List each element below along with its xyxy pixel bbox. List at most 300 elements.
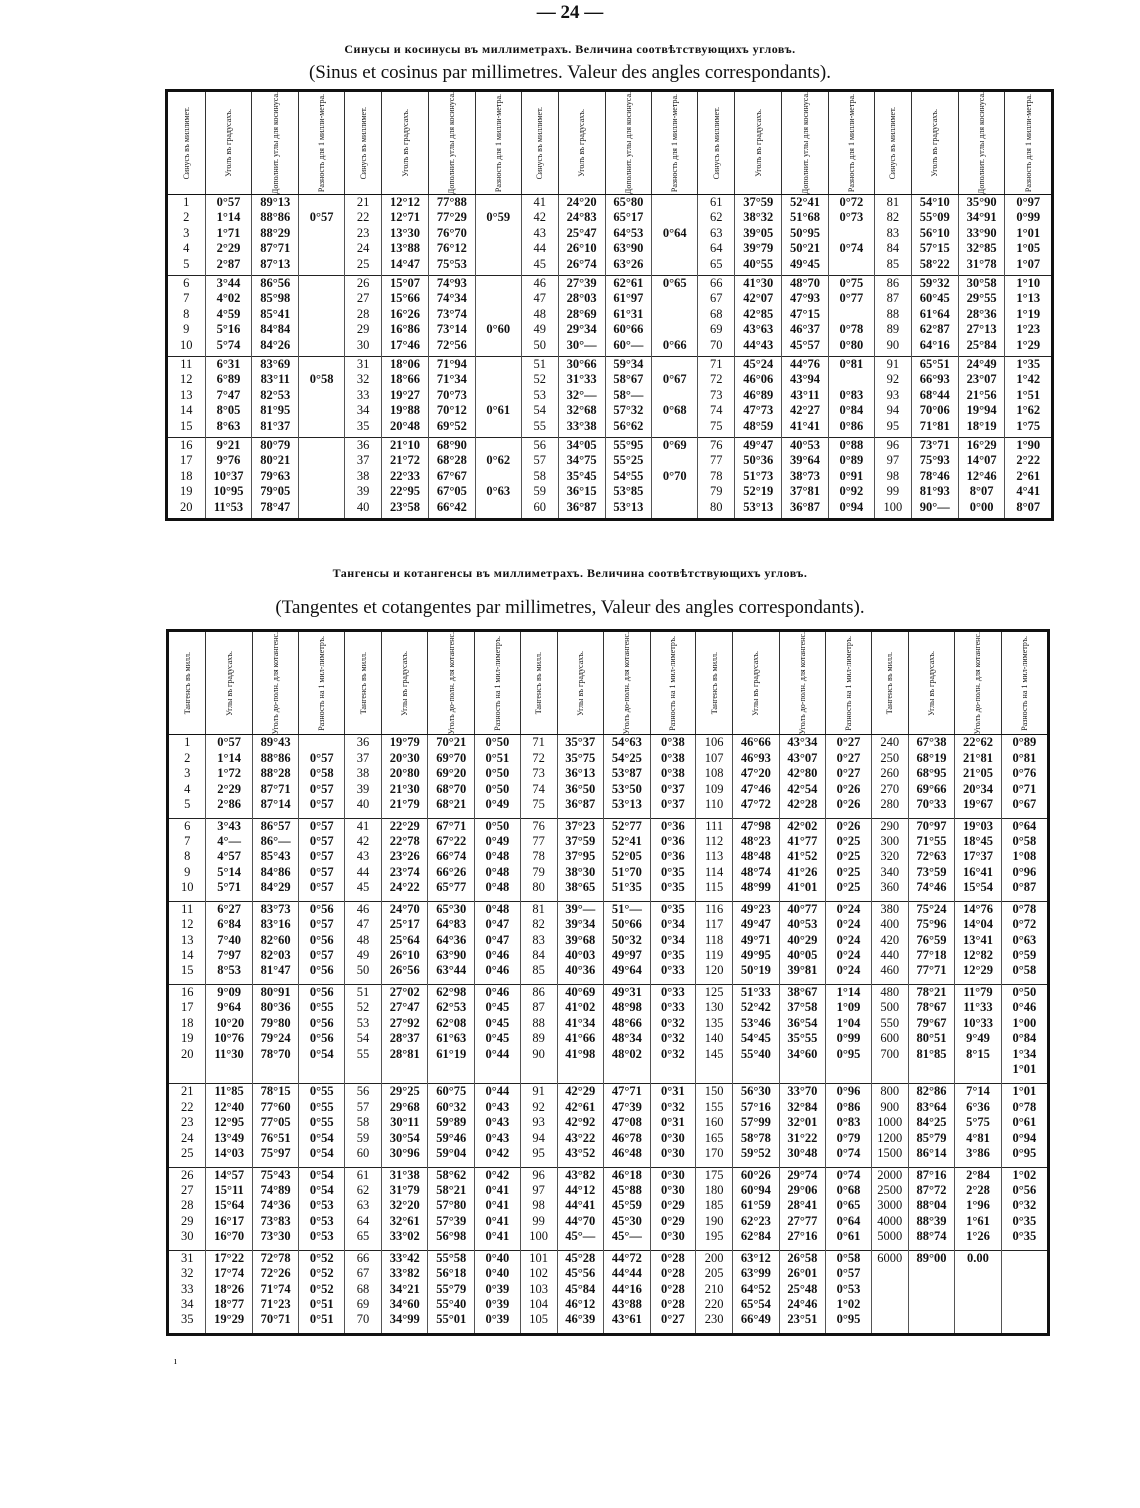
table1-cell: 35°90 34°91 33°90 32°85 31°78 [958,195,1005,276]
table2-cell: 86 87 88 89 90 [520,984,557,1084]
tangent-cotangent-table [166,629,1050,1336]
table2-cell: 39°— 39°34 39°68 40°03 40°36 [557,901,604,984]
table1-cell: 66 67 68 69 70 [698,276,735,357]
table2-cell: 0°57 0°58 0°57 0°57 [299,735,345,818]
table2-cell: 33°42 33°82 34°21 34°60 34°99 [381,1250,428,1333]
sine-cosine-table [165,89,1054,521]
table1-header-cell [652,92,698,195]
table2-cell: 0°58 0°57 0°53 1°02 0°95 [826,1250,872,1333]
table1-header-label: Уголъ въ градусахъ. [577,109,587,177]
table2-cell: 125 130 135 140 145 [696,984,733,1084]
table2-cell: 29°25 29°68 30°11 30°54 30°96 [381,1084,428,1167]
table2-cell: 11 12 13 14 15 [169,901,206,984]
table2-cell: 46 47 48 49 50 [345,901,382,984]
table2-header-cell [520,632,557,735]
table2-header-cell [381,632,428,735]
table2-cell: 37°23 37°59 37°95 38°30 38°65 [557,818,604,901]
table2-cell: 71 72 73 74 75 [520,735,557,818]
table2-cell: 46°66 46°93 47°20 47°46 47°72 [733,735,780,818]
table1-cell: 0°57 [299,195,345,276]
table2-cell: 6 7 8 9 10 [169,818,206,901]
table2-header-cell [779,632,826,735]
table1-cell: 91 92 93 94 95 [874,357,911,438]
table1-header-cell [874,92,911,195]
table1-cell: 16°29 14°07 12°46 8°07 0°00 [958,438,1005,518]
table2-cell: 82°86 83°64 84°25 85°79 86°14 [908,1084,955,1167]
table2-cell: 78°15 77°60 77°05 76°51 75°97 [252,1084,299,1167]
table2-row-block [169,984,1047,1084]
table2-cell: 81 82 83 84 85 [520,901,557,984]
table2-header-label: Углы въ градусахъ. [224,650,234,716]
table2-cell: 0°56 0°57 0°56 0°57 0°56 [299,901,345,984]
table1-cell: 21°10 21°72 22°33 22°95 23°58 [382,438,429,518]
table1-cell: 6 7 8 9 10 [168,276,205,357]
table1-cell: 44°76 43°94 43°11 42°27 41°41 [782,357,829,438]
table1-row-block [168,195,1051,276]
table2-cell: 0°55 0°55 0°55 0°54 0°54 [299,1084,345,1167]
table1-cell: 73°71 75°93 78°46 81°93 90°— [911,438,958,518]
table1-cell: 80°79 80°21 79°63 79°05 78°47 [252,438,299,518]
table2-header-cell [955,632,1002,735]
table1-header-label: Синусъ въ миллимет. [181,106,191,180]
table2-cell: 67°38 68°19 68°95 69°66 70°33 [908,735,955,818]
table1-header-label: Дополнит. углы для косинуса. [270,92,280,195]
table1-cell: 12°12 12°71 13°30 13°88 14°47 [382,195,429,276]
table1-cell: 96 97 98 99 100 [874,438,911,518]
table1-cell: 61 62 63 64 65 [698,195,735,276]
table2-cell: 83°73 83°16 82°60 82°03 81°47 [252,901,299,984]
table2-cell: 0°38 0°38 0°38 0°37 0°37 [650,735,696,818]
table2-cell: 22°29 22°78 23°26 23°74 24°22 [381,818,428,901]
table2-cell: 36 37 38 39 40 [345,735,382,818]
table1-cell: 0°57 1°14 1°71 2°29 2°87 [205,195,252,276]
table2-cell: 2000 2500 3000 4000 5000 [871,1167,908,1250]
table2-header-label: Разность на 1 мил-лиметръ. [843,635,853,731]
table2-cell: 9°09 9°64 10°20 10°76 11°30 [206,984,253,1084]
table2-cell: 62°98 62°53 62°08 61°63 61°19 [428,984,475,1084]
table1-header-label: Дополнит. углы для косинуса. [447,92,457,195]
table2-row-block [169,901,1047,984]
table2-cell: 33°70 32°84 32°01 31°22 30°48 [779,1084,826,1167]
table2-cell: 43°34 43°07 42°80 42°54 42°28 [779,735,826,818]
table2-header-cell [299,632,345,735]
table2-header-cell [557,632,604,735]
table2-cell: 0°30 0°30 0°29 0°29 0°30 [650,1167,696,1250]
table2-title-fr: (Tangentes et cotangentes par millimetres, Valeur des angles correspondants). [275,597,865,618]
table2-cell: 0.00 [955,1250,1002,1333]
table2-cell: 66 67 68 69 70 [345,1250,382,1333]
table1-cell: 40°53 39°64 38°73 37°81 36°87 [782,438,829,518]
table2-cell: 24°70 25°17 25°64 26°10 26°56 [381,901,428,984]
table2-cell: 72°78 72°26 71°74 71°23 70°71 [252,1250,299,1333]
table1-header-label: Дополнит. углы для косинуса. [977,92,987,195]
table2-cell: 290 300 320 340 360 [871,818,908,901]
table1-cell: 24°20 24°83 25°47 26°10 26°74 [558,195,605,276]
table1-cell: 34°05 34°75 35°45 36°15 36°87 [558,438,605,518]
table2-header-cell [206,632,253,735]
table2-header-label: Уголъ до-полн. для котангенс. [271,632,281,735]
table1-cell: 81 82 83 84 85 [874,195,911,276]
table2-cell: 1°02 0°56 0°32 0°35 0°35 [1001,1167,1047,1250]
table1-cell: 1°10 1°13 1°19 1°23 1°29 [1005,276,1051,357]
table2-cell: 0°27 0°27 0°27 0°26 0°26 [826,735,872,818]
table1-cell: 59°32 60°45 61°64 62°87 64°16 [911,276,958,357]
table1-cell: 1°90 2°22 2°61 4°41 8°07 [1005,438,1051,518]
table1-cell: 36 37 38 39 40 [345,438,382,518]
table2-cell: 40°69 41°02 41°34 41°66 41°98 [557,984,604,1084]
table1-header-label: Синусъ въ миллимет. [711,106,721,180]
table2-header-label: Тангенсъ въ милл. [885,652,895,715]
table2-cell [1001,1250,1047,1333]
table2-title-ru: Тангенсы и котангенсы въ миллиметрахъ. Величина соотвѣтствующихъ угловъ. [332,566,808,580]
table1-cell: 74°93 74°34 73°74 73°14 72°56 [428,276,475,357]
table1-cell: 30°66 31°33 32°— 32°68 33°38 [558,357,605,438]
table1-header-cell [382,92,429,195]
table1-cell: 59°34 58°67 58°— 57°32 56°62 [605,357,652,438]
table2-cell: 40°77 40°53 40°29 40°05 39°81 [779,901,826,984]
table2-cell: 51°33 52°42 53°46 54°45 55°40 [733,984,780,1084]
table2-cell: 111 112 113 114 115 [696,818,733,901]
table1-cell: 68°90 68°28 67°67 67°05 66°42 [428,438,475,518]
table1-cell: 76 77 78 79 80 [698,438,735,518]
table1-cell: 1 2 3 4 5 [183,195,190,271]
page-number: — 24 — [536,2,604,23]
table2-cell: 19°79 20°30 20°80 21°30 21°79 [381,735,428,818]
table2-header-cell [826,632,872,735]
table2-cell: 70°97 71°55 72°63 73°59 74°46 [908,818,955,901]
table2-cell: 14°57 15°11 15°64 16°17 16°70 [206,1167,253,1250]
table1-cell: 0°67 0°68 [652,357,698,438]
table2-cell: 52°77 52°41 52°05 51°70 51°35 [604,818,651,901]
table2-cell: 41 42 43 44 45 [345,818,382,901]
table2-cell: 16 17 18 19 20 [169,984,206,1084]
table2-cell: 101 102 103 104 105 [520,1250,557,1333]
table2-header-label: Разность на 1 мил-лиметръ. [668,635,678,731]
table2-cell: 17°22 17°74 18°26 18°77 19°29 [206,1250,253,1333]
table1-cell: 0°75 0°77 0°78 0°80 [828,276,874,357]
table2-cell: 78°21 78°67 79°67 80°51 81°85 [908,984,955,1084]
table1-header-cell [1005,92,1051,195]
table2-cell: 240 250 260 270 280 [871,735,908,818]
table2-cell: 6000 [871,1250,908,1333]
table1-header-cell [782,92,829,195]
table2-cell: 480 500 550 600 700 [871,984,908,1084]
table1-title-fr: (Sinus et cosinus par millimetres. Valeur des angles correspondants). [308,62,832,83]
print-mark: ı [174,1356,177,1367]
table2-cell: 63°12 63°99 64°52 65°54 66°49 [733,1250,780,1333]
table2-cell: 14°76 14°04 13°41 12°82 12°29 [955,901,1002,984]
table1-header-cell [735,92,782,195]
table2-cell: 60°75 60°32 59°89 59°46 59°04 [428,1084,475,1167]
table1-cell: 86 87 88 89 90 [874,276,911,357]
table2-cell: 106 107 108 109 110 [696,735,733,818]
table1-header-label: Дополнит. углы для косинуса. [800,92,810,195]
table1-cell: 51 52 53 54 55 [521,357,558,438]
table1-header-cell [958,92,1005,195]
table2-header-cell [345,632,382,735]
table2-header-cell [650,632,696,735]
table1-cell: 54°10 55°09 56°10 57°15 58°22 [911,195,958,276]
table1-cell: 49°47 50°36 51°73 52°19 53°13 [735,438,782,518]
table2-cell: 60°26 60°94 61°59 62°23 62°84 [733,1167,780,1250]
table1-cell: 62°61 61°97 61°31 60°66 60°— [605,276,652,357]
table2-header-label: Уголъ до-полн. для котангенс. [973,632,983,735]
table2-cell: 42°02 41°77 41°52 41°26 41°01 [779,818,826,901]
table2-cell: 0°50 0°46 1°00 0°84 1°34 1°01 [1001,984,1047,1084]
table2-cell: 0°50 0°49 0°48 0°48 0°48 [475,818,521,901]
table1-cell: 30°58 29°55 28°36 27°13 25°84 [958,276,1005,357]
table2-cell: 0°54 0°54 0°53 0°53 0°53 [299,1167,345,1250]
table2-cell: 0°44 0°43 0°43 0°43 0°42 [475,1084,521,1167]
table2-cell: 75°24 75°96 76°59 77°18 77°71 [908,901,955,984]
table2-cell: 800 900 1000 1200 1500 [871,1084,908,1167]
table1-cell: 65°80 65°17 64°53 63°90 63°26 [605,195,652,276]
table1-header-cell [345,92,382,195]
table2-cell: 42°29 42°61 42°92 43°22 43°52 [557,1084,604,1167]
table2-cell: 26 27 28 29 30 [169,1167,206,1250]
table2-cell: 75°43 74°89 74°36 73°83 73°30 [252,1167,299,1250]
table2-cell: 0°28 0°28 0°28 0°28 0°27 [650,1250,696,1333]
table2-cell: 200 205 210 220 230 [696,1250,733,1333]
table2-cell: 0°50 0°51 0°50 0°50 0°49 [475,735,521,818]
table1-cell: 0°59 [475,195,521,276]
table2-cell: 0°26 0°25 0°25 0°25 0°25 [826,818,872,901]
table2-cell: 0°48 0°47 0°47 0°46 0°46 [475,901,521,984]
table2-cell: 7°14 6°36 5°75 4°81 3°86 [955,1084,1002,1167]
table1-cell: 18°06 18°66 19°27 19°88 20°48 [382,357,429,438]
table2-cell: 175 180 185 190 195 [696,1167,733,1250]
table1-cell [299,276,345,357]
table2-cell: 29°74 29°06 28°41 27°77 27°16 [779,1167,826,1250]
table1-header-label: Дополнит. углы для косинуса. [623,92,633,195]
table2-cell: 0°40 0°40 0°39 0°39 0°39 [475,1250,521,1333]
table2-cell: 65°30 64°83 64°36 63°90 63°44 [428,901,475,984]
table2-header-label: Уголъ до-полн. для котангенс. [797,632,807,735]
table2-header-label: Углы въ градусахъ. [926,650,936,716]
table1-cell: 65°51 66°93 68°44 70°06 71°81 [911,357,958,438]
table2-row-block [169,1250,1047,1333]
table2-cell: 150 155 160 165 170 [696,1084,733,1167]
table1-row-block [168,276,1051,357]
table1-cell: 45°24 46°06 46°89 47°73 48°59 [735,357,782,438]
table2-cell: 44°72 44°44 44°16 43°88 43°61 [604,1250,651,1333]
table2-cell: 22°62 21°81 21°05 20°34 19°67 [955,735,1002,818]
table2-cell: 0°42 0°41 0°41 0°41 0°41 [475,1167,521,1250]
table2-cell: 0°31 0°32 0°31 0°30 0°30 [650,1084,696,1167]
table2-cell: 0°96 0°86 0°83 0°79 0°74 [826,1084,872,1167]
table1-cell: 0°81 0°83 0°84 0°86 [828,357,874,438]
table2-header-label: Углы въ градусахъ. [400,650,410,716]
table1-header-cell [605,92,652,195]
table2-cell: 96 97 98 99 100 [520,1167,557,1250]
table2-header-label: Тангенсъ въ милл. [534,652,544,715]
table2-cell: 19°03 18°45 17°37 16°41 15°54 [955,818,1002,901]
table1-header-label: Уголъ въ градусахъ. [400,109,410,177]
table1-header-label: Синусъ въ миллимет. [358,106,368,180]
table2-cell: 116 117 118 119 120 [696,901,733,984]
table2-cell: 11°79 11°33 10°33 9°49 8°15 [955,984,1002,1084]
table1-header-cell [299,92,345,195]
table1-cell: 0°62 0°63 [475,438,521,518]
table2-cell: 31 32 33 34 35 [169,1250,206,1333]
table2-cell: 6°27 6°84 7°40 7°97 8°53 [206,901,253,984]
table2-header-cell [908,632,955,735]
table2-cell: 0°52 0°52 0°52 0°51 0°51 [299,1250,345,1333]
table1-cell: 0°61 [475,357,521,438]
table1-cell: 21 22 23 24 25 [345,195,382,276]
table1-cell: 71°94 71°34 70°73 70°12 69°52 [428,357,475,438]
table2-cell: 61 62 63 64 65 [345,1167,382,1250]
table2-header-cell [428,632,475,735]
table1-cell: 0°64 [652,195,698,276]
table2-header-label: Углы въ градусахъ. [575,650,585,716]
table1-header-label: Разность для 1 милли-метра. [670,93,680,193]
table2-header-label: Тангенсъ въ милл. [709,652,719,715]
table1-header-cell [698,92,735,195]
table1-row-block [168,438,1051,518]
table1-cell: 9°21 9°76 10°37 10°95 11°53 [205,438,252,518]
table1-cell: 0°60 [475,276,521,357]
table1-cell: 41°30 42°07 42°85 43°63 44°43 [735,276,782,357]
table2-header-cell [475,632,521,735]
table2-header-cell [733,632,780,735]
table2-row-block [169,1084,1047,1167]
table2-header-label: Уголъ до-полн. для котангенс. [622,632,632,735]
table2-cell: 49°23 49°47 49°71 49°95 50°19 [733,901,780,984]
table1-header-cell [475,92,521,195]
table1-cell: 1°35 1°42 1°51 1°62 1°75 [1005,357,1051,438]
table2-header-cell [871,632,908,735]
table2-cell: 0°56 0°55 0°56 0°56 0°54 [299,984,345,1084]
table2-header-label: Разность на 1 мил-лиметръ. [1019,635,1029,731]
table2-row-block [169,1167,1047,1250]
table1-cell: 0°65 0°66 [652,276,698,357]
table1-cell: 52°41 51°68 50°95 50°21 49°45 [782,195,829,276]
table2-cell: 38°67 37°58 36°54 35°55 34°60 [779,984,826,1084]
table1-header-label: Разность для 1 милли-метра. [317,93,327,193]
table1-cell: 11 12 13 14 15 [168,357,205,438]
table2-cell: 35°37 35°75 36°13 36°50 36°87 [557,735,604,818]
table2-header-label: Углы въ градусахъ. [751,650,761,716]
table1-row-block [168,357,1051,438]
table2-cell: 51 52 53 54 55 [345,984,382,1084]
table1-cell: 0°72 0°73 0°74 [828,195,874,276]
table2-cell: 3°43 4°— 4°57 5°14 5°71 [206,818,253,901]
table1-header-label: Уголъ въ градусахъ. [223,109,233,177]
table2-cell: 0°64 0°58 1°08 0°96 0°87 [1001,818,1047,901]
table2-cell: 87°16 87°72 88°04 88°39 88°74 [908,1167,955,1250]
table1-header-cell [252,92,299,195]
table1-header-cell [911,92,958,195]
table2-cell: 1°14 1°09 1°04 0°99 0°95 [826,984,872,1084]
table1-cell: 83°69 83°11 82°53 81°95 81°37 [252,357,299,438]
table1-cell: 46 47 48 49 50 [521,276,558,357]
table2-cell: 56 57 58 59 60 [345,1084,382,1167]
table1-header-label: Разность для 1 милли-метра. [846,93,856,193]
table1-cell: 26 27 28 29 30 [345,276,382,357]
table2-cell: 89°43 88°86 88°28 87°71 87°14 [252,735,299,818]
table2-cell: 76 77 78 79 80 [520,818,557,901]
table2-cell: 0°36 0°36 0°36 0°35 0°35 [650,818,696,901]
table1-cell: 3°44 4°02 4°59 5°16 5°74 [205,276,252,357]
table1-cell: 6°31 6°89 7°47 8°05 8°63 [205,357,252,438]
table1-cell: 55°95 55°25 54°55 53°85 53°13 [605,438,652,518]
table1-header-cell [428,92,475,195]
table2-cell: 2°84 2°28 1°96 1°61 1°26 [955,1167,1002,1250]
table2-header-cell [1001,632,1047,735]
table1-header-cell [205,92,252,195]
table1-header-cell [828,92,874,195]
table2-cell: 0°35 0°34 0°34 0°35 0°33 [650,901,696,984]
table1-header-label: Синусъ въ миллимет. [888,106,898,180]
table2-cell: 51°— 50°66 50°32 49°97 49°64 [604,901,651,984]
table2-cell: 47°71 47°39 47°08 46°78 46°48 [604,1084,651,1167]
table2-cell: 89°00 [908,1250,955,1333]
table2-cell: 0°74 0°68 0°65 0°64 0°61 [826,1167,872,1250]
table1-cell: 48°70 47°93 47°15 46°37 45°57 [782,276,829,357]
table2-header-label: Тангенсъ въ милл. [182,652,192,715]
table2-cell: 31°38 31°79 32°20 32°61 33°02 [381,1167,428,1250]
table2-cell: 21 22 23 24 25 [169,1084,206,1167]
table2-row-block [169,735,1047,818]
table2-cell: 54°63 54°25 53°87 53°50 53°13 [604,735,651,818]
table1-header-cell [558,92,605,195]
table2-cell: 0°78 0°72 0°63 0°59 0°58 [1001,901,1047,984]
table1-cell: 41 42 43 44 45 [521,195,558,276]
table2-header-label: Разность на 1 мил-лиметръ. [492,635,502,731]
table2-cell: 0°89 0°81 0°76 0°71 0°67 [1001,735,1047,818]
table2-cell: 80°91 80°36 79°80 79°24 78°70 [252,984,299,1084]
table1-cell: 89°13 88°86 88°29 87°71 87°13 [252,195,299,276]
table2-cell: 0°57 1°14 1°72 2°29 2°86 [206,735,253,818]
table1-cell: 24°49 23°07 21°56 19°94 18°19 [958,357,1005,438]
table1-header-label: Разность для 1 милли-метра. [1023,93,1033,193]
table2-header-label: Разность на 1 мил-лиметръ. [317,635,327,731]
table2-cell: 380 400 420 440 460 [871,901,908,984]
table2-cell: 86°57 86°— 85°43 84°86 84°29 [252,818,299,901]
table1-cell: 31 32 33 34 35 [345,357,382,438]
table2-header-cell [604,632,651,735]
table1-cell: 0°97 0°99 1°01 1°05 1°07 [1005,195,1051,276]
table1-cell: 16 17 18 19 20 [168,438,205,518]
table2-cell: 0°57 0°57 0°57 0°57 0°57 [299,818,345,901]
table2-cell: 58°62 58°21 57°80 57°39 56°98 [428,1167,475,1250]
table1-cell [299,438,345,518]
table1-header-cell [168,92,205,195]
table2-cell: 49°31 48°98 48°66 48°34 48°02 [604,984,651,1084]
table2-cell: 26°58 26°01 25°48 24°46 23°51 [779,1250,826,1333]
table2-cell: 11°85 12°40 12°95 13°49 14°03 [206,1084,253,1167]
table2-cell: 0°46 0°45 0°45 0°45 0°44 [475,984,521,1084]
table2-cell: 70°21 69°70 69°20 68°70 68°21 [428,735,475,818]
table2-cell: 67°71 67°22 66°74 66°26 65°77 [428,818,475,901]
table1-header-label: Уголъ въ градусахъ. [930,109,940,177]
table2-cell: 1°01 0°78 0°61 0°94 0°95 [1001,1084,1047,1167]
table2-header-cell [169,632,206,735]
table1-cell: 0°58 [299,357,345,438]
table2-cell: 43°82 44°12 44°41 44°70 45°— [557,1167,604,1250]
table2-header-cell [252,632,299,735]
table2-cell: 0°33 0°33 0°32 0°32 0°32 [650,984,696,1084]
table2-header-label: Уголъ до-полн. для котангенс. [446,632,456,735]
table1-cell: 0°88 0°89 0°91 0°92 0°94 [828,438,874,518]
table1-cell: 56 57 58 59 60 [521,438,558,518]
table2-cell: 47°98 48°23 48°48 48°74 48°99 [733,818,780,901]
table1-cell: 15°07 15°66 16°26 16°86 17°46 [382,276,429,357]
table1-cell: 86°56 85°98 85°41 84°84 84°26 [252,276,299,357]
table2-cell: 46°18 45°88 45°59 45°30 45°— [604,1167,651,1250]
table1-cell: 37°59 38°32 39°05 39°79 40°55 [735,195,782,276]
